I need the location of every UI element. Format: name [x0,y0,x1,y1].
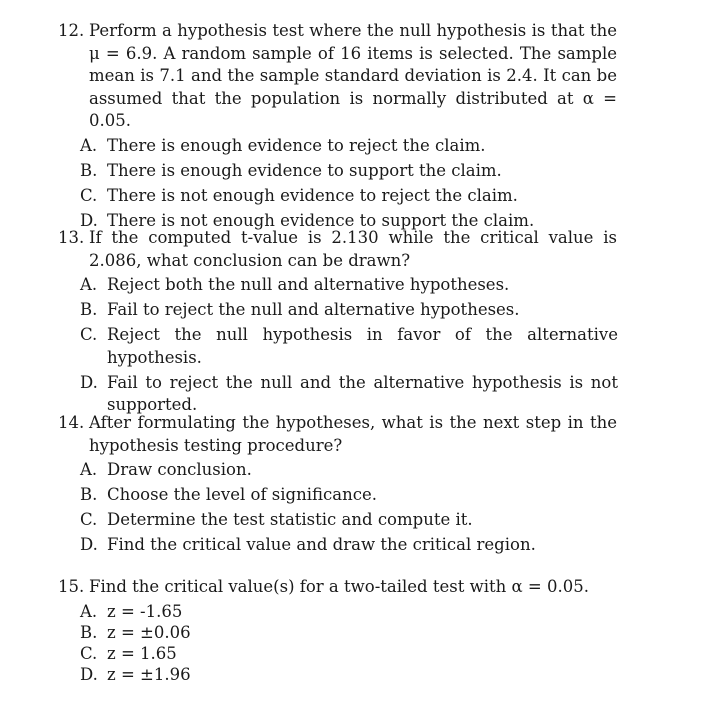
option-a[interactable] [0,274,618,297]
option-c[interactable] [0,185,618,208]
option-c[interactable] [0,643,618,666]
option-text: There is not enough evidence to reject the claim. [107,185,518,205]
option-b[interactable] [0,484,618,507]
question-number: 12. [58,21,85,40]
option-b[interactable] [0,622,618,645]
question-15 [0,576,720,685]
option-text: Choose the level of significance. [107,485,377,504]
option-text: There is enough evidence to reject the claim. [107,135,486,155]
option-a[interactable] [0,135,618,158]
option-text: There is enough evidence to support the claim. [107,160,502,180]
option-list [0,601,720,687]
question-text: Perform a hypothesis test where the null hypothesis is that the μ = 6.9. A random sample of 16 items is selected. The sample mean is 7.1 and the sample standard deviation is 2.4. It can be assumed that the population is normally distributed at α = 0.05. [89,21,617,130]
question-text: After formulating the hypotheses, what is the next step in the hypothesis testing procedure? [89,413,617,455]
option-text: z = -1.65 [107,601,183,621]
option-letter: A. [80,460,98,479]
option-a[interactable] [0,459,618,482]
option-c[interactable] [0,324,618,369]
option-letter: B. [80,485,98,504]
option-letter: C. [80,643,98,663]
option-text: Determine the test statistic and compute it. [107,510,473,529]
option-letter: D. [80,535,98,554]
question-12 [0,20,720,235]
question-text: Find the critical value(s) for a two-tailed test with α = 0.05. [89,577,589,596]
option-b[interactable] [0,299,618,322]
option-c[interactable] [0,509,618,532]
option-letter: C. [80,325,98,344]
question-stem [0,576,617,599]
option-letter: B. [80,160,98,180]
option-letter: A. [80,135,98,155]
option-letter: D. [80,210,98,230]
option-letter: C. [80,185,98,205]
question-number: 14. [58,413,85,432]
option-a[interactable] [0,601,618,624]
option-list [0,459,720,557]
option-letter: A. [80,601,98,621]
option-letter: D. [80,664,98,684]
option-text: z = 1.65 [107,643,177,663]
option-letter: B. [80,300,98,319]
option-letter: B. [80,622,98,642]
option-text: Reject both the null and alternative hypotheses. [107,275,510,294]
option-d[interactable] [0,534,618,557]
option-text: z = ±0.06 [107,622,191,642]
option-text: There is not enough evidence to support the claim. [107,210,535,230]
question-stem [0,20,617,133]
option-text: Fail to reject the null and alternative hypotheses. [107,300,520,319]
question-number: 13. [58,228,85,247]
option-d[interactable] [0,664,618,687]
question-14 [0,412,720,559]
option-text: Fail to reject the null and the alternative hypothesis is not supported. [107,372,618,414]
option-list [0,274,720,417]
option-d[interactable] [0,372,618,417]
option-letter: A. [80,275,98,294]
option-b[interactable] [0,160,618,183]
option-text: Draw conclusion. [107,460,252,479]
option-letter: D. [80,372,98,392]
question-number: 15. [58,577,85,596]
question-13 [0,227,720,419]
option-text: Reject the null hypothesis in favor of the alternative hypothesis. [107,325,618,367]
question-stem [0,227,617,272]
option-list [0,135,720,233]
option-text: z = ±1.96 [107,664,191,684]
option-text: Find the critical value and draw the critical region. [107,535,536,554]
option-letter: C. [80,510,98,529]
question-text: If the computed t-value is 2.130 while the critical value is 2.086, what conclusion can be drawn? [89,228,617,270]
question-stem [0,412,617,457]
